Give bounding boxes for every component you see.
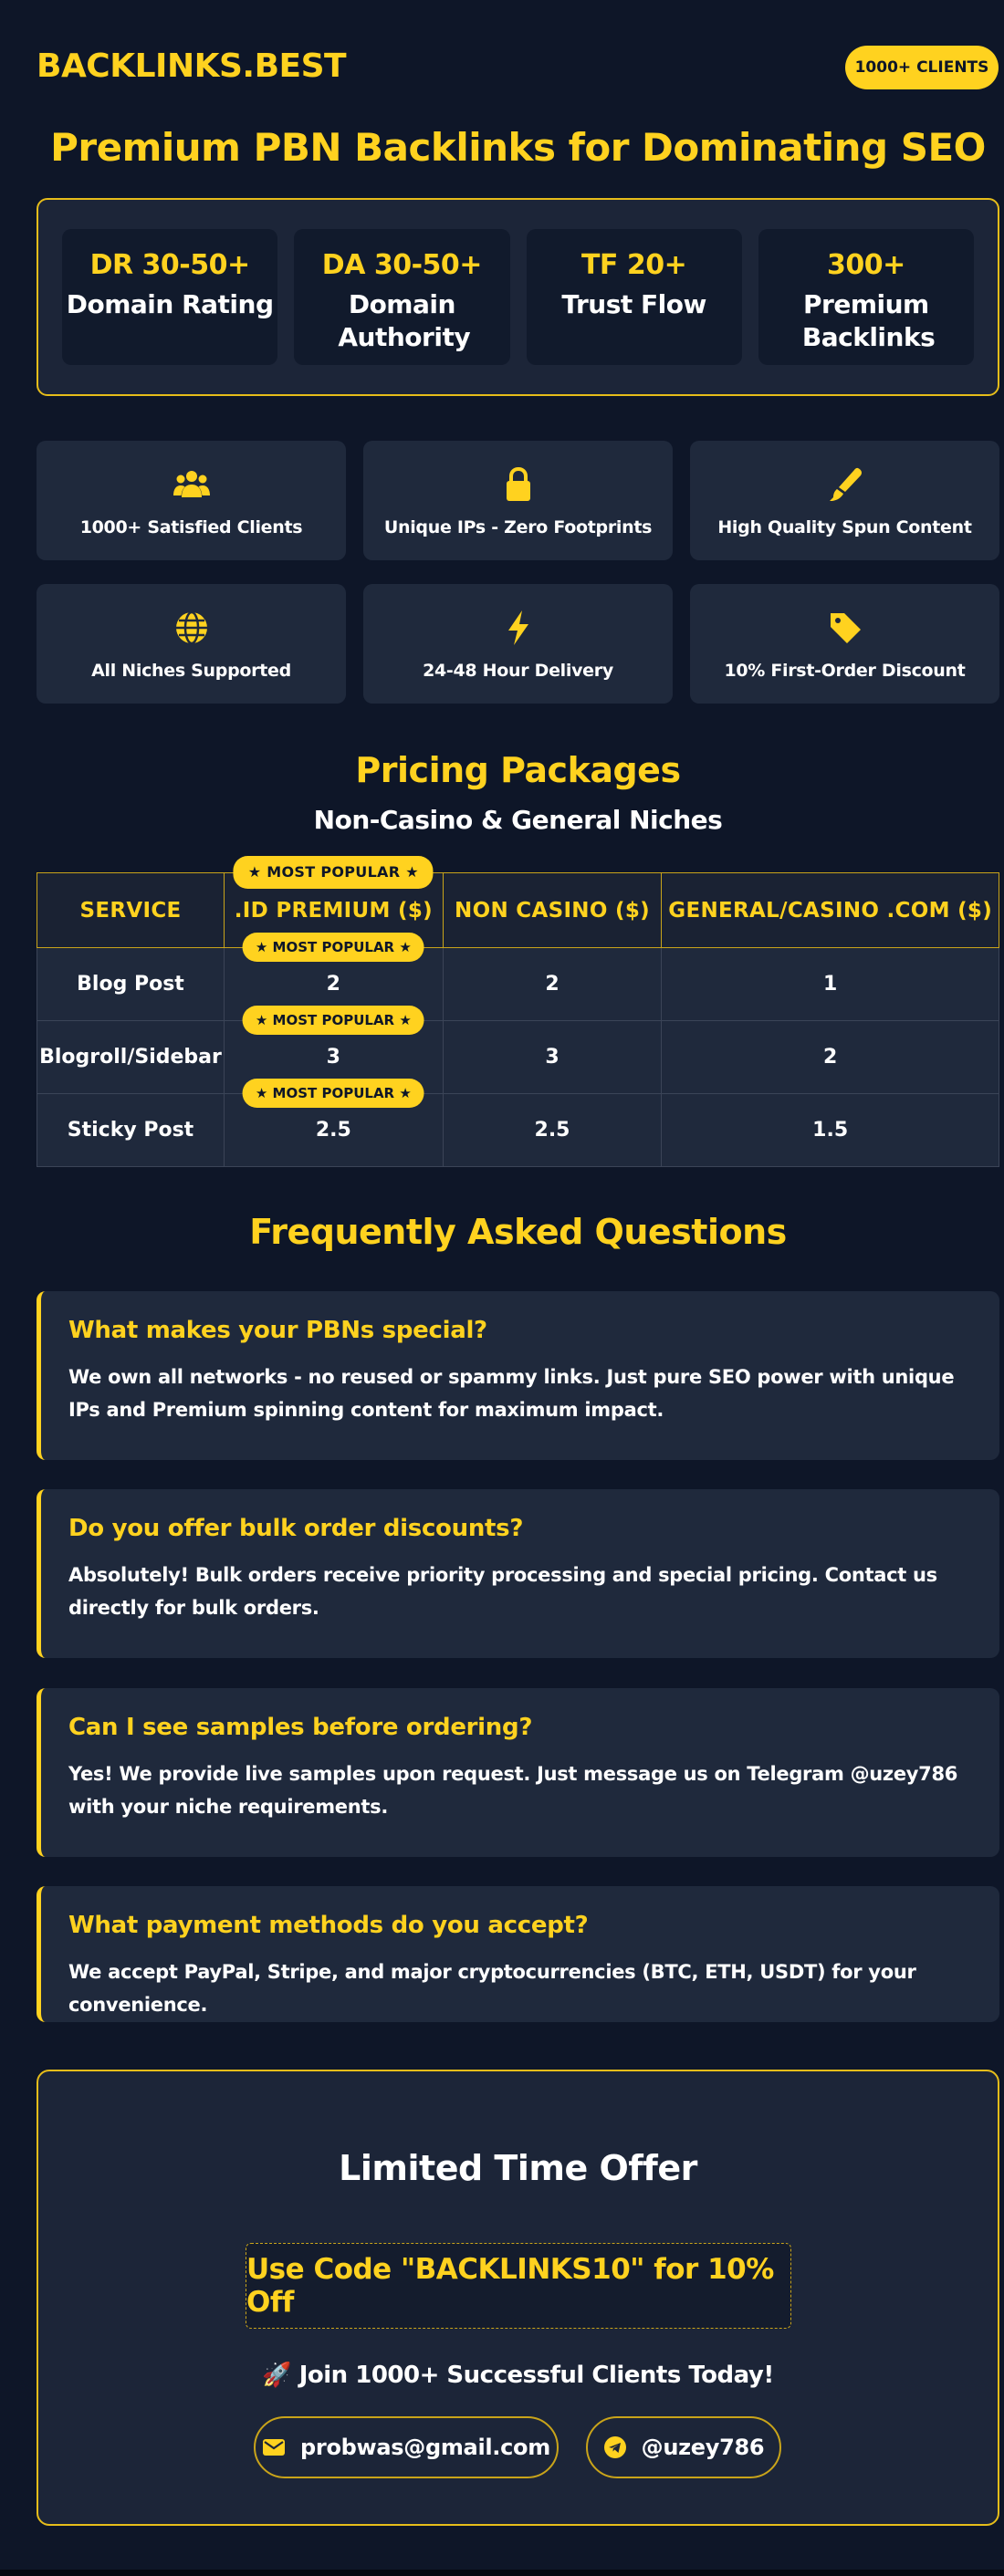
feature-card-ips <box>363 441 673 560</box>
faq-item <box>37 1886 999 2022</box>
stat-label: Trust Flow <box>561 289 706 319</box>
column-header-label: .ID PREMIUM ($) <box>234 898 433 923</box>
feature-label: Unique IPs - Zero Footprints <box>383 516 653 537</box>
users-icon <box>172 464 212 505</box>
join-text: 🚀 Join 1000+ Successful Clients Today! <box>262 2362 774 2389</box>
faq-question: What makes your PBNs special? <box>68 1317 487 1344</box>
price-cell-non-casino: 2.5 <box>443 1094 662 1167</box>
faq-item <box>37 1291 999 1460</box>
stat-card-da <box>294 229 509 365</box>
price-cell-general: 1 <box>662 948 999 1021</box>
stat-value: DA 30-50+ <box>321 249 482 281</box>
pricing-title: Pricing Packages <box>355 750 681 790</box>
faq-answer: We accept PayPal, Stripe, and major cryptocurrencies (BTC, ETH, USDT) for your convenience. <box>68 1961 916 2016</box>
service-cell: Blogroll/Sidebar <box>37 1021 225 1094</box>
stats-panel <box>37 198 999 396</box>
feature-label: 24-48 Hour Delivery <box>423 660 613 681</box>
pricing-subtitle: Non-Casino & General Niches <box>313 805 723 835</box>
telegram-icon <box>603 2435 627 2459</box>
faq-title: Frequently Asked Questions <box>249 1212 787 1252</box>
feature-label: 1000+ Satisfied Clients <box>79 516 303 537</box>
offer-title: Limited Time Offer <box>339 2148 697 2188</box>
brand-logo[interactable]: BACKLINKS.BEST <box>37 47 347 85</box>
most-popular-badge: ★ MOST POPULAR ★ <box>243 1006 424 1035</box>
feature-card-clients <box>37 441 346 560</box>
email-address: probwas@gmail.com <box>300 2435 550 2460</box>
globe-icon <box>172 608 212 648</box>
price-cell-general: 2 <box>662 1021 999 1094</box>
column-header-general: GENERAL/CASINO .COM ($) <box>662 873 999 948</box>
faq-item <box>37 1688 999 1857</box>
column-header-service: SERVICE <box>37 873 225 948</box>
table-header-row <box>37 873 999 948</box>
price-cell-non-casino: 3 <box>443 1021 662 1094</box>
faq-question: What payment methods do you accept? <box>68 1912 589 1939</box>
price-cell-general: 1.5 <box>662 1094 999 1167</box>
features-grid <box>37 441 999 704</box>
feature-label: All Niches Supported <box>91 660 291 681</box>
service-cell: Sticky Post <box>37 1094 225 1167</box>
faq-answer: We own all networks - no reused or spammy links. Just pure SEO power with unique IPs and Premium spinning content for maximum impact. <box>68 1366 955 1421</box>
stat-value: DR 30-50+ <box>89 249 250 281</box>
most-popular-badge: ★ MOST POPULAR ★ <box>234 856 434 889</box>
telegram-handle: @uzey786 <box>641 2435 765 2460</box>
bolt-icon <box>498 608 539 648</box>
most-popular-badge: ★ MOST POPULAR ★ <box>243 1079 424 1108</box>
faq-answer: Yes! We provide live samples upon request. Just message us on Telegram @uzey786 with your niche requirements. <box>68 1763 958 1818</box>
offer-panel <box>37 2070 999 2526</box>
feature-card-discount <box>690 584 999 704</box>
faq-item <box>37 1489 999 1658</box>
stat-label: Domain Authority <box>338 289 471 352</box>
price-value: 3 <box>326 1046 340 1069</box>
email-contact-button[interactable] <box>254 2416 559 2478</box>
promo-code-box: Use Code "BACKLINKS10" for 10% Off <box>246 2243 791 2329</box>
tag-icon <box>825 608 865 648</box>
price-value: 2 <box>326 973 340 996</box>
stat-card-backlinks <box>758 229 974 365</box>
stat-label: Premium Backlinks <box>801 289 936 352</box>
most-popular-badge: ★ MOST POPULAR ★ <box>243 933 424 962</box>
price-cell-non-casino: 2 <box>443 948 662 1021</box>
pen-icon <box>825 464 865 505</box>
feature-card-delivery <box>363 584 673 704</box>
bottom-bar <box>0 2570 1004 2576</box>
table-row <box>37 948 999 1021</box>
hero-title: Premium PBN Backlinks for Dominating SEO <box>50 125 986 170</box>
stat-card-dr <box>62 229 277 365</box>
faq-question: Can I see samples before ordering? <box>68 1714 533 1741</box>
table-row <box>37 1094 999 1167</box>
telegram-contact-button[interactable] <box>586 2416 781 2478</box>
pricing-table <box>37 863 999 1167</box>
feature-card-content <box>690 441 999 560</box>
envelope-icon <box>262 2435 286 2459</box>
clients-badge: 1000+ CLIENTS <box>845 46 999 89</box>
feature-label: High Quality Spun Content <box>717 516 972 537</box>
stat-value: 300+ <box>826 249 905 281</box>
service-cell: Blog Post <box>37 948 225 1021</box>
feature-label: 10% First-Order Discount <box>724 660 966 681</box>
stat-card-tf <box>527 229 742 365</box>
column-header-non-casino: NON CASINO ($) <box>443 873 662 948</box>
faq-question: Do you offer bulk order discounts? <box>68 1515 524 1542</box>
feature-card-niches <box>37 584 346 704</box>
faq-answer: Absolutely! Bulk orders receive priority processing and special pricing. Contact us directly for bulk orders. <box>68 1564 937 1619</box>
price-value: 2.5 <box>315 1119 351 1142</box>
lock-icon <box>498 464 539 505</box>
table-row <box>37 1021 999 1094</box>
stat-label: Domain Rating <box>66 289 274 319</box>
price-cell-id-premium <box>224 1085 443 1167</box>
stat-value: TF 20+ <box>580 249 687 281</box>
